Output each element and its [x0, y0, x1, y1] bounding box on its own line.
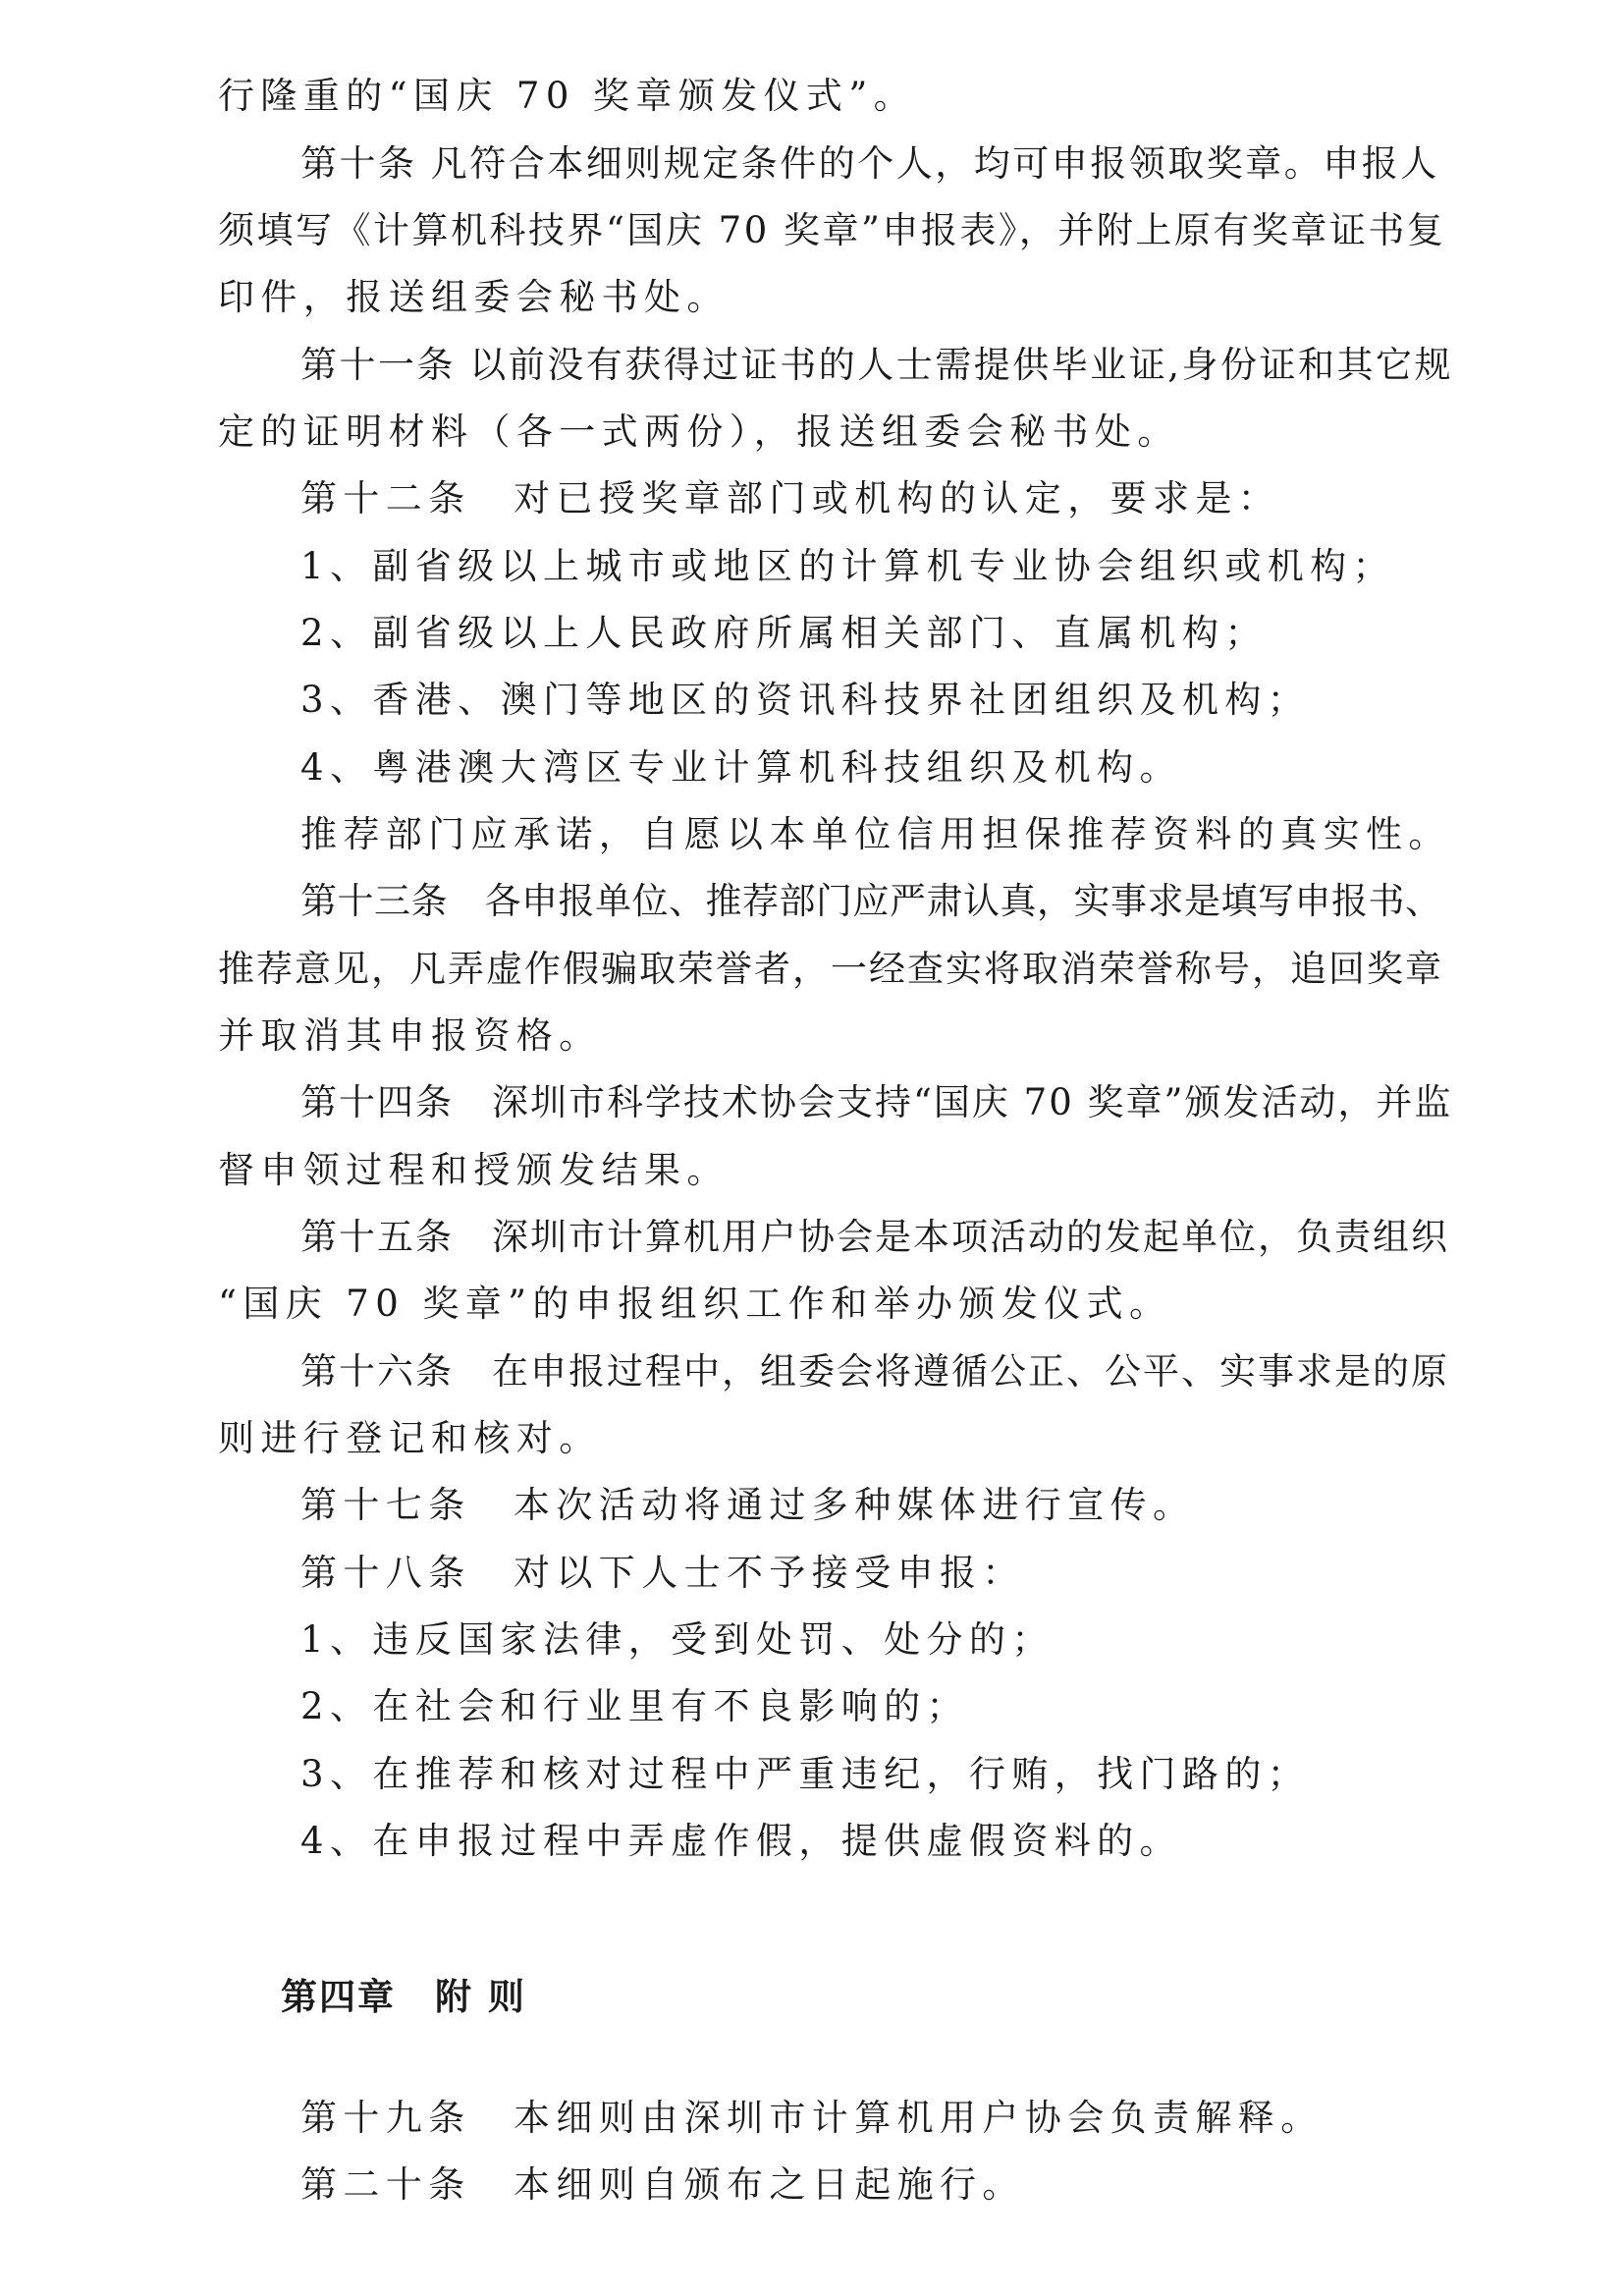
article-15-line-2: “国庆 70 奖章”的申报组织工作和举办颁发仪式。: [218, 1283, 1172, 1325]
article-16-line-2: 则进行登记和核对。: [218, 1417, 602, 1459]
chapter-label: 第四章: [281, 1976, 396, 2018]
list-item: 2、副省级以上人民政府所属相关部门、直属机构；: [300, 612, 1268, 654]
chapter-heading: [281, 1976, 526, 2019]
article-14-line-1: 第十四条 深圳市科学技术协会支持“国庆 70 奖章”颁发活动，并监: [300, 1081, 1453, 1123]
article-10-line-2: 须填写《计算机科技界“国庆 70 奖章”申报表》，并附上原有奖章证书复: [218, 209, 1446, 251]
article-13-line-2: 推荐意见，凡弄虚作假骗取荣誉者，一经查实将取消荣誉称号，追回奖章: [218, 948, 1443, 990]
list-item: 3、香港、澳门等地区的资讯科技界社团组织及机构；: [300, 679, 1311, 721]
list-item: 1、违反国家法律，受到处罚、处分的；: [300, 1618, 1055, 1661]
list-item: 4、在申报过程中弄虚作假，提供虚假资料的。: [300, 1820, 1182, 1862]
article-17: 第十七条 本次活动将通过多种媒体进行宣传。: [300, 1484, 1196, 1526]
list-item: 1、副省级以上城市或地区的计算机专业协会组织或机构；: [300, 545, 1395, 587]
list-item: 3、在推荐和核对过程中严重违纪，行贿，找门路的；: [300, 1753, 1311, 1795]
list-item: 4、粤港澳大湾区专业计算机科技组织及机构。: [300, 746, 1182, 789]
article-10-line-1: 第十条 凡符合本细则规定条件的个人，均可申报领取奖章。申报人: [300, 142, 1439, 185]
article-15-line-1: 第十五条 深圳市计算机用户协会是本项活动的发起单位，负责组织: [300, 1216, 1449, 1258]
article-11-line-1: 第十一条 以前没有获得过证书的人士需提供毕业证,身份证和其它规: [300, 344, 1454, 386]
list-item: 2、在社会和行业里有不良影响的；: [300, 1685, 969, 1727]
article-19: 第十九条 本细则由深圳市计算机用户协会负责解释。: [300, 2097, 1324, 2139]
article-10-line-3: 印件，报送组委会秘书处。: [218, 276, 730, 318]
paragraph-line: 推荐部门应承诺，自愿以本单位信用担保推荐资料的真实性。: [300, 813, 1451, 855]
article-11-line-2: 定的证明材料（各一式两份），报送组委会秘书处。: [218, 410, 1180, 453]
article-20: 第二十条 本细则自颁布之日起施行。: [300, 2163, 1025, 2206]
article-18-heading: 第十八条 对以下人士不予接受申报：: [300, 1552, 1025, 1594]
article-16-line-1: 第十六条 在申报过程中，组委会将遵循公正、公平、实事求是的原: [300, 1350, 1449, 1393]
article-12-heading: 第十二条 对已授奖章部门或机构的认定，要求是：: [300, 477, 1281, 519]
article-14-line-2: 督申领过程和授颁发结果。: [218, 1149, 730, 1191]
chapter-title: 附 则: [435, 1976, 526, 2018]
paragraph-line: 行隆重的“国庆 70 奖章颁发仪式”。: [218, 75, 917, 117]
article-13-line-3: 并取消其申报资格。: [218, 1014, 602, 1057]
article-13-line-1: 第十三条 各申报单位、推荐部门应严肃认真，实事求是填写申报书、: [300, 880, 1442, 922]
